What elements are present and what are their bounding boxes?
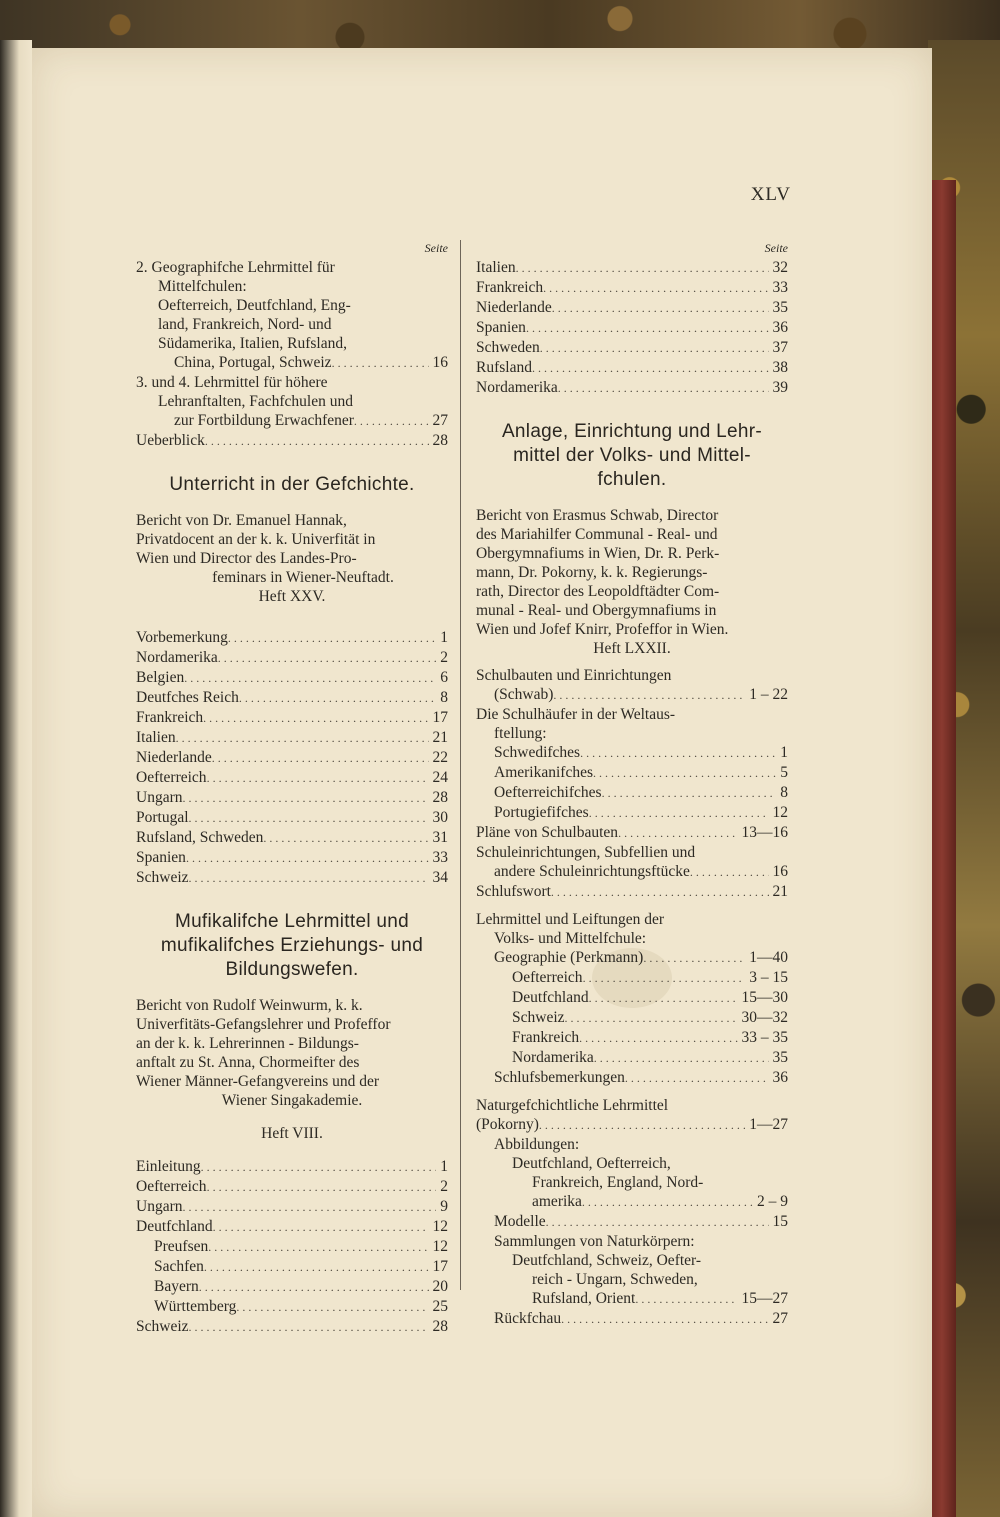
toc-row (136, 1317, 448, 1337)
toc-row (476, 1028, 788, 1048)
toc-entry-title: Niederlande (476, 299, 552, 316)
toc-row (476, 318, 788, 338)
heft-number: Heft LXXII. (593, 640, 671, 657)
toc-item-line: Schulbauten und Einrichtungen (476, 667, 672, 684)
toc-page-number: 1—40 (749, 949, 788, 966)
toc-entry-title: zur Fortbildung Erwachfener (174, 412, 354, 429)
toc-item-line: Deutfchland, Schweiz, Oefter- (512, 1252, 702, 1269)
toc-row (476, 1309, 788, 1329)
toc-row (136, 728, 448, 748)
toc-leader-dots (565, 1008, 738, 1028)
left-column (136, 240, 448, 1337)
toc-page-number: 27 (432, 412, 448, 429)
toc-entry-title: Schweiz (512, 1009, 565, 1026)
toc-entry-title: (Pokorny) (476, 1116, 539, 1133)
toc-row (476, 1192, 788, 1212)
toc-row (136, 808, 448, 828)
toc-row (476, 763, 788, 783)
toc-item-higher-schools (136, 373, 448, 431)
toc-leader-dots (207, 768, 429, 788)
toc-row (476, 338, 788, 358)
toc-page-number: 2 – 9 (757, 1193, 788, 1210)
toc-leader-dots (589, 803, 769, 823)
toc-item-line: reich - Ungarn, Schweden, (532, 1271, 698, 1288)
toc-page-number: 32 (772, 259, 788, 276)
toc-page-number: 20 (432, 1278, 448, 1295)
toc-page-number: 36 (772, 1069, 788, 1086)
toc-entry-title: Rufsland, Schweden (136, 829, 264, 846)
toc-entry-title: Deutfches Reich (136, 689, 239, 706)
toc-item-line: 2. Geographifche Lehrmittel für (136, 259, 335, 276)
toc-leader-dots (552, 298, 769, 318)
spacer (476, 492, 788, 506)
toc-page-number: 1 (440, 629, 448, 646)
toc-page-number: 33 (432, 849, 448, 866)
report-line: Obergymnafiums in Wien, Dr. R. Perk- (476, 545, 720, 562)
toc-leader-dots (579, 1028, 737, 1048)
toc-leader-dots (184, 668, 436, 688)
toc-leader-dots (532, 358, 769, 378)
toc-page-number: 9 (440, 1198, 448, 1215)
toc-page-number: 35 (772, 299, 788, 316)
toc-leader-dots (228, 628, 436, 648)
toc-row (136, 668, 448, 688)
toc-page-number: 21 (772, 883, 788, 900)
toc-page-number: 2 (440, 1178, 448, 1195)
toc-page-number: 17 (432, 1258, 448, 1275)
toc-leader-dots (553, 685, 745, 705)
heading-line: Bildungswefen. (225, 959, 359, 980)
toc-page-number: 25 (432, 1298, 448, 1315)
toc-item-line: Volks- und Mittelfchule: (494, 930, 647, 947)
toc-row (136, 748, 448, 768)
toc-page-number: 8 (780, 784, 788, 801)
toc-row (476, 1048, 788, 1068)
section-heading-music (136, 910, 448, 982)
toc-entry-title: Frankreich (136, 709, 204, 726)
toc-leader-dots (625, 1068, 769, 1088)
spacer (136, 1143, 448, 1157)
toc-row (136, 628, 448, 648)
column-rule (460, 240, 461, 1290)
report-line: Wiener Singakademie. (221, 1092, 363, 1109)
toc-entry-title: Frankreich (476, 279, 544, 296)
toc-row (476, 862, 788, 882)
report-line: Privatdocent an der k. k. Univerfität in (136, 531, 376, 548)
toc-entry-title: Einleitung (136, 1158, 201, 1175)
toc-row (476, 278, 788, 298)
heading-line: mufikalifches Erziehungs- und (160, 935, 424, 956)
seite-label: Seite (764, 241, 788, 255)
toc-row (136, 353, 448, 373)
toc-row (136, 1157, 448, 1177)
toc-row (476, 823, 788, 843)
toc-entry-title: China, Portugal, Schweiz (174, 354, 332, 371)
toc-item-line: Schuleinrichtungen, Subfellien und (476, 844, 696, 861)
toc-entry-title: Schweden (476, 339, 540, 356)
toc-row (136, 1177, 448, 1197)
toc-entry-title: Schweiz (136, 869, 189, 886)
toc-row (136, 868, 448, 888)
toc-page-number: 1 (440, 1158, 448, 1175)
toc-row (476, 685, 788, 705)
toc-leader-dots (183, 788, 429, 808)
toc-entry-title: Niederlande (136, 749, 212, 766)
toc-leader-dots (583, 968, 746, 988)
report-line: des Mariahilfer Communal - Real- und (476, 526, 718, 543)
toc-leader-dots (582, 1192, 753, 1212)
toc-row (476, 1212, 788, 1232)
toc-row (136, 1297, 448, 1317)
toc-entry-title: Spanien (136, 849, 186, 866)
toc-entry-title: Pläne von Schulbauten (476, 824, 619, 841)
toc-page-number: 22 (432, 749, 448, 766)
toc-entry-title: amerika (532, 1193, 582, 1210)
heading-line: Anlage, Einrichtung und Lehr- (501, 421, 763, 442)
toc-entry-title: Württemberg (154, 1298, 237, 1315)
toc-leader-dots (205, 431, 429, 451)
toc-page-number: 2 (440, 649, 448, 666)
toc-row (476, 298, 788, 318)
toc-row (136, 708, 448, 728)
report-line: an der k. k. Lehrerinnen - Bildungs- (136, 1035, 359, 1052)
toc-item-line: Deutfchland, Oefterreich, (512, 1155, 671, 1172)
toc-page-number: 1—27 (749, 1116, 788, 1133)
toc-leader-dots (176, 728, 429, 748)
toc-leader-dots (546, 1212, 769, 1232)
report-line: Bericht von Erasmus Schwab, Director (476, 507, 719, 524)
toc-leader-dots (203, 708, 428, 728)
toc-page-number: 35 (772, 1049, 788, 1066)
heading-line: mittel der Volks- und Mittel- (513, 445, 751, 466)
toc-leader-dots (561, 1309, 768, 1329)
report-line: Wien und Director des Landes-Pro- (136, 550, 357, 567)
toc-leader-dots (208, 1237, 428, 1257)
toc-leader-dots (618, 823, 737, 843)
toc-leader-dots (589, 988, 738, 1008)
toc-page-number: 8 (440, 689, 448, 706)
spacer (136, 606, 448, 628)
toc-row (136, 1197, 448, 1217)
toc-row (476, 783, 788, 803)
toc-entry-title: Ueberblick (136, 432, 205, 449)
toc-entry-title: Portugiefifches (494, 804, 589, 821)
toc-page-number: 17 (432, 709, 448, 726)
spacer (476, 902, 788, 910)
toc-row (476, 1115, 788, 1135)
toc-page-number: 39 (772, 379, 788, 396)
heading-line: Mufikalifche Lehrmittel und (174, 911, 410, 932)
toc-entry-title: (Schwab) (494, 686, 554, 703)
toc-entry-title: Ungarn (136, 789, 183, 806)
toc-row (136, 648, 448, 668)
toc-leader-dots (213, 1217, 429, 1237)
toc-row (476, 1008, 788, 1028)
toc-entry-title: Ungarn (136, 1198, 183, 1215)
toc-leader-dots (593, 763, 776, 783)
toc-entry-title: Oefterreich (512, 969, 583, 986)
report-line: Univerfitäts-Gefangslehrer und Profeffor (136, 1016, 391, 1033)
toc-entry-title: Deutfchland (136, 1218, 213, 1235)
toc-entry-title: Oefterreich (136, 1178, 207, 1195)
toc-leader-dots (551, 882, 769, 902)
toc-row (476, 1068, 788, 1088)
toc-leader-dots (539, 1115, 745, 1135)
seite-label: Seite (424, 241, 448, 255)
toc-leader-dots (201, 1157, 437, 1177)
toc-leader-dots (690, 862, 769, 882)
spacer (476, 1088, 788, 1096)
toc-page-number: 38 (772, 359, 788, 376)
toc-entry-title: Schlufswort (476, 883, 551, 900)
toc-row (476, 988, 788, 1008)
toc-leader-dots (594, 1048, 769, 1068)
toc-page-number: 3 – 15 (749, 969, 788, 986)
toc-item-line: Oefterreich, Deutfchland, Eng- (158, 297, 351, 314)
toc-row (136, 1277, 448, 1297)
toc-row (476, 743, 788, 763)
report-line: mann, Dr. Pokorny, k. k. Regierungs- (476, 564, 708, 581)
report-line: Wiener Männer-Gefangvereins und der (136, 1073, 380, 1090)
toc-item-line: ftellung: (494, 725, 547, 742)
toc-page-number: 1 – 22 (749, 686, 788, 703)
toc-leader-dots (643, 948, 745, 968)
toc-row (136, 848, 448, 868)
toc-item-line: Mittelfchulen: (158, 278, 247, 295)
toc-entry-title: Oefterreich (136, 769, 207, 786)
toc-entry-title: Amerikanifches (494, 764, 593, 781)
toc-page-number: 15—30 (741, 989, 788, 1006)
toc-entry-title: Rückfchau (494, 1310, 562, 1327)
toc-entry-title: Bayern (154, 1278, 199, 1295)
toc-leader-dots (558, 378, 769, 398)
toc-leader-dots (189, 868, 429, 888)
toc-leader-dots (239, 688, 436, 708)
report-line: feminars in Wiener-Neuftadt. (212, 569, 394, 586)
toc-row (136, 1237, 448, 1257)
toc-row (136, 1217, 448, 1237)
toc-leader-dots (199, 1277, 429, 1297)
report-line: rath, Director des Leopoldftädter Com- (476, 583, 720, 600)
toc-entry-title: Schwedifches (494, 744, 581, 761)
toc-page-number: 36 (772, 319, 788, 336)
toc-page-number: 15 (772, 1213, 788, 1230)
toc-row (476, 803, 788, 823)
heading-line: fchulen. (597, 469, 667, 490)
toc-leader-dots (189, 1317, 429, 1337)
report-line: Bericht von Dr. Emanuel Hannak, (136, 512, 347, 529)
toc-row (136, 411, 448, 431)
toc-entry-title: Oefterreichifches (494, 784, 602, 801)
toc-leader-dots (204, 1257, 429, 1277)
toc-entry-title: Schlufsbemerkungen (494, 1069, 625, 1086)
spacer (136, 888, 448, 910)
toc-item-line: Naturgefchichtliche Lehrmittel (476, 1097, 669, 1114)
toc-leader-dots (602, 783, 777, 803)
toc-row (136, 828, 448, 848)
toc-item-line: 3. und 4. Lehrmittel für höhere (136, 374, 328, 391)
toc-page-number: 13—16 (741, 824, 788, 841)
toc-page-number: 31 (432, 829, 448, 846)
spacer (476, 658, 788, 666)
toc-row (476, 1289, 788, 1309)
toc-page-number: 24 (432, 769, 448, 786)
toc-item-line: Südamerika, Italien, Rufsland, (158, 335, 347, 352)
toc-leader-dots (332, 353, 429, 373)
right-column (476, 240, 788, 1329)
toc-page-number: 28 (432, 1318, 448, 1335)
toc-entry-title: Modelle (494, 1213, 546, 1230)
page-number: XLV (750, 184, 791, 205)
toc-leader-dots (354, 411, 429, 431)
toc-page-number: 12 (772, 804, 788, 821)
toc-page-number: 34 (432, 869, 448, 886)
book-spine-cloth (928, 180, 956, 1517)
toc-leader-dots (183, 1197, 437, 1217)
toc-page-number: 6 (440, 669, 448, 686)
spacer (136, 982, 448, 996)
spacer (136, 497, 448, 511)
toc-page-number: 16 (772, 863, 788, 880)
toc-item-geography-middle-schools (136, 258, 448, 373)
toc-leader-dots (263, 828, 428, 848)
toc-page-number: 28 (432, 789, 448, 806)
toc-page-number: 28 (432, 432, 448, 449)
toc-entry-title: Sachfen (154, 1258, 204, 1275)
toc-row (476, 882, 788, 902)
report-line: Wien und Jofef Knirr, Profeffor in Wien. (476, 621, 729, 638)
toc-entry-title: Nordamerika (136, 649, 218, 666)
report-line: anftalt zu St. Anna, Chormeifter des (136, 1054, 360, 1071)
section-heading-history: Unterricht in der Gefchichte. (169, 474, 415, 495)
toc-leader-dots (516, 258, 769, 278)
toc-entry-title: Spanien (476, 319, 526, 336)
toc-entry-title: Deutfchland (512, 989, 589, 1006)
toc-entry-title: Rufsland, Orient (532, 1290, 636, 1307)
toc-row-ueberblick (136, 431, 448, 451)
toc-entry-title: Geographie (Perkmann) (494, 949, 644, 966)
toc-page-number: 33 (772, 279, 788, 296)
toc-row (476, 968, 788, 988)
toc-entry-title: Frankreich (512, 1029, 580, 1046)
toc-entry-title: Italien (476, 259, 516, 276)
toc-entry-title: Nordamerika (512, 1049, 594, 1066)
toc-leader-dots (186, 848, 429, 868)
toc-entry-title: Belgien (136, 669, 185, 686)
spacer (136, 451, 448, 473)
toc-row (136, 788, 448, 808)
toc-page-number: 1 (780, 744, 788, 761)
toc-entry-title: andere Schuleinrichtungsftücke (494, 863, 690, 880)
toc-row (136, 768, 448, 788)
toc-page-number: 15—27 (741, 1290, 788, 1307)
toc-row (476, 358, 788, 378)
toc-item-line: land, Frankreich, Nord- und (158, 316, 332, 333)
toc-leader-dots (218, 648, 436, 668)
toc-item-line: Sammlungen von Naturkörpern: (494, 1233, 695, 1250)
toc-page-number: 21 (432, 729, 448, 746)
toc-item-line: Die Schulhäufer in der Weltaus- (476, 706, 676, 723)
report-line: munal - Real- und Obergymnafiums in (476, 602, 717, 619)
toc-row (476, 258, 788, 278)
toc-leader-dots (543, 278, 768, 298)
toc-entry-title: Nordamerika (476, 379, 558, 396)
toc-page-number: 16 (432, 354, 448, 371)
section-heading-schools (476, 420, 788, 492)
toc-entry-title: Vorbemerkung (136, 629, 228, 646)
heft-number: Heft XXV. (258, 588, 326, 605)
toc-row (136, 688, 448, 708)
toc-item-line: Frankreich, England, Nord- (532, 1174, 704, 1191)
toc-entry-title: Italien (136, 729, 176, 746)
toc-page-number: 37 (772, 339, 788, 356)
toc-entry-title: Schweiz (136, 1318, 189, 1335)
toc-page-number: 27 (772, 1310, 788, 1327)
toc-leader-dots (207, 1177, 437, 1197)
toc-leader-dots (635, 1289, 737, 1309)
toc-leader-dots (189, 808, 429, 828)
toc-row (476, 948, 788, 968)
toc-row (136, 1257, 448, 1277)
toc-page-number: 5 (780, 764, 788, 781)
toc-page-number: 30—32 (741, 1009, 788, 1026)
toc-row (476, 378, 788, 398)
toc-item-line: Lehranftalten, Fachfchulen und (158, 393, 353, 410)
toc-page-number: 33 – 35 (741, 1029, 788, 1046)
toc-leader-dots (540, 338, 769, 358)
toc-leader-dots (580, 743, 776, 763)
toc-page-number: 12 (432, 1218, 448, 1235)
toc-entry-title: Portugal (136, 809, 189, 826)
heft-number: Heft VIII. (261, 1125, 323, 1142)
toc-leader-dots (212, 748, 429, 768)
toc-page-number: 30 (432, 809, 448, 826)
toc-leader-dots (236, 1297, 428, 1317)
spacer (476, 398, 788, 420)
facing-page-edge (0, 40, 32, 1517)
toc-item-line: Lehrmittel und Leiftungen der (476, 911, 665, 928)
toc-leader-dots (526, 318, 769, 338)
spacer (136, 1110, 448, 1124)
toc-entry-title: Preufsen (154, 1238, 209, 1255)
toc-entry-title: Rufsland (476, 359, 532, 376)
toc-page-number: 12 (432, 1238, 448, 1255)
toc-item-line: Abbildungen: (494, 1136, 580, 1153)
report-line: Bericht von Rudolf Weinwurm, k. k. (136, 997, 363, 1014)
